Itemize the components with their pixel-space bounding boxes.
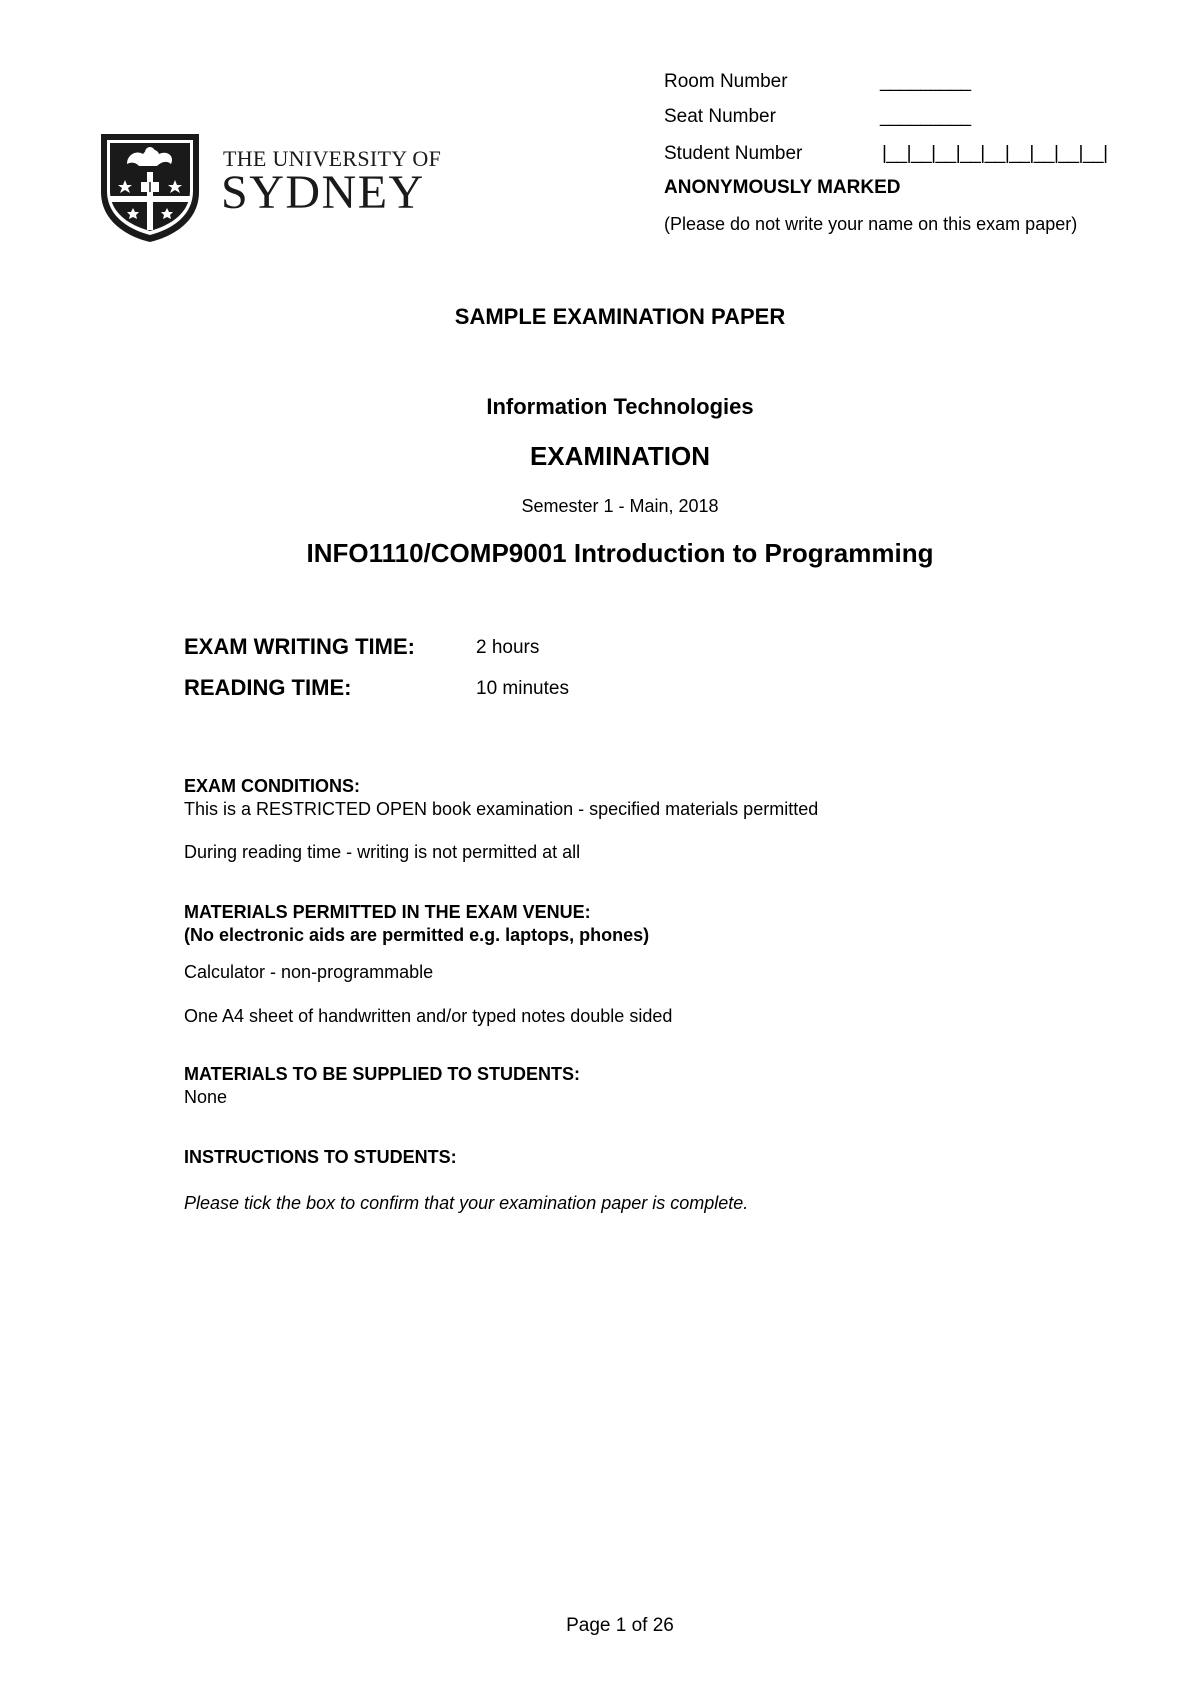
examination-title: EXAMINATION [529,441,711,471]
materials-permitted-item1: Calculator - non-programmable [184,962,434,982]
semester-label: Semester 1 - Main, 2018 [521,496,719,516]
instructions-heading: INSTRUCTIONS TO STUDENTS: [184,1147,457,1167]
room-number-label: Room Number [664,71,788,92]
sample-paper-title: SAMPLE EXAMINATION PAPER [454,304,786,329]
student-number-boxes: |__|__|__|__|__|__|__|__|__| [882,143,1108,164]
reading-time-value: 10 minutes [476,678,569,699]
exam-conditions-heading: EXAM CONDITIONS: [184,776,361,796]
materials-permitted-item2: One A4 sheet of handwritten and/or typed notes double sided [184,1006,673,1026]
faculty-title: Information Technologies [486,394,754,419]
materials-permitted-heading: MATERIALS PERMITTED IN THE EXAM VENUE: [184,902,591,922]
anonymity-note: (Please do not write your name on this exam paper) [664,214,1078,234]
university-crest-icon [97,130,203,244]
reading-time-label: READING TIME: [184,675,352,700]
room-number-field: _________ [880,71,971,92]
writing-time-label: EXAM WRITING TIME: [184,634,415,659]
logo-text-line1: THE UNIVERSITY OF [223,146,442,171]
seat-number-field: _________ [880,106,971,127]
exam-conditions-line1: This is a RESTRICTED OPEN book examination - specified materials permitted [184,799,819,819]
materials-permitted-subheading: (No electronic aids are permitted e.g. laptops, phones) [184,925,650,945]
instructions-line1: Please tick the box to confirm that your examination paper is complete. [184,1193,749,1213]
page-number: Page 1 of 26 [566,1615,674,1636]
materials-supplied-value: None [184,1087,228,1107]
logo-text-line2: SYDNEY [221,166,425,219]
university-logo [97,130,442,244]
anonymously-marked-label: ANONYMOUSLY MARKED [664,177,901,198]
exam-conditions-line2: During reading time - writing is not permitted at all [184,842,581,862]
course-title: INFO1110/COMP9001 Introduction to Programming [306,538,934,568]
seat-number-label: Seat Number [664,106,776,127]
materials-supplied-heading: MATERIALS TO BE SUPPLIED TO STUDENTS: [184,1064,581,1084]
student-number-label: Student Number [664,143,803,164]
writing-time-value: 2 hours [476,637,540,658]
